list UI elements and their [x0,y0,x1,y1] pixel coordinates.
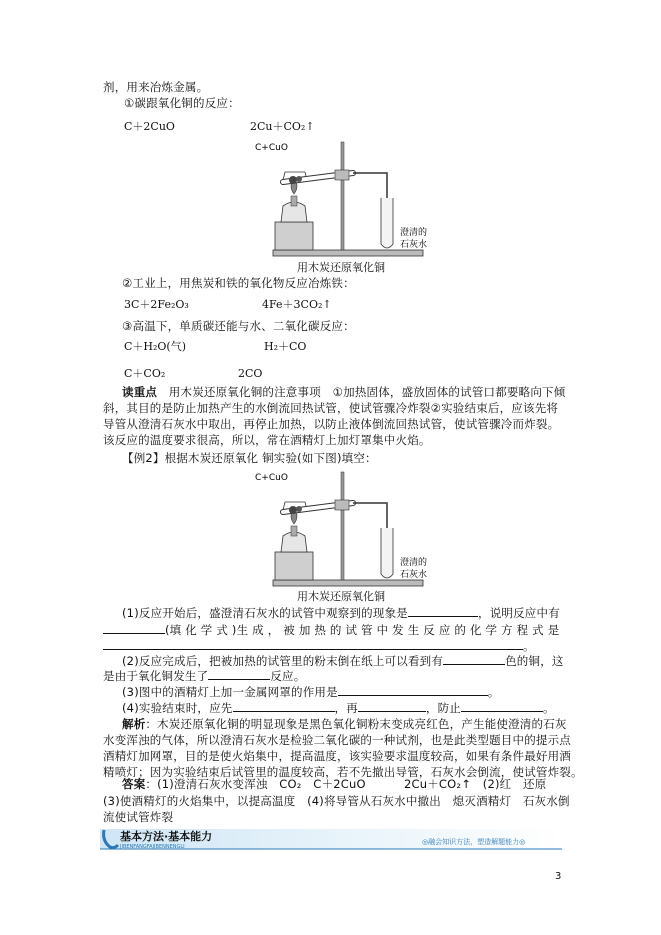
analysis-text-1: ：木炭还原氧化铜的明显现象是黑色氧化铜粉末变成亮红色，产生能使澄清的石灰 [145,717,567,731]
q2-text-c: 是由于氧化铜发生了 [103,669,209,683]
answer-line-3: 流使试管炸裂 [103,810,174,824]
eq2-left: 3C＋2Fe₂O₃ [124,298,189,311]
figure1-label-right1: 澄清的 [400,228,428,238]
focus-heading: 读重点 [122,385,158,399]
answer-line-2: (3)使酒精灯的火焰集中，以提高温度 (4)将导管从石灰水中撤出 熄灭酒精灯 石灰水倒 [103,794,570,808]
analysis-line-1 [122,716,567,732]
banner-subtitle: JIBENFANGFAJIBENNENGLI [120,844,185,850]
figure2-caption: 用木炭还原氧化铜 [297,590,385,603]
q1-blank-formula[interactable] [103,621,165,634]
figure2-label-top: C+CuO [255,473,288,483]
q4-text-b: ，再 [334,701,358,715]
focus-text-1: 用木炭还原氧化铜的注意事项 ①加热固体，盛放固体的试管口都要略向下倾 [157,385,566,399]
q2-text-a: (2)反应完成后，把被加热的试管里的粉末倒在纸上可以看到有 [122,654,444,668]
eq4-right: 2CO [238,367,263,380]
figure1-caption: 用木炭还原氧化铜 [297,261,385,274]
eq3-left: C＋H₂O(气) [124,340,187,353]
q2-text-d: 反应。 [270,669,306,683]
q4-text-end: 。 [543,701,555,715]
figure1-label-top: C+CuO [255,143,288,153]
banner-graphic [100,827,562,851]
page-number: 3 [555,871,562,882]
q3-text-a: (3)图中的酒精灯上加一金属网罩的作用是 [122,685,338,699]
q3-text-end: 。 [487,685,500,699]
answer-text-1a: ：(1)澄清石灰水变浑浊 CO₂ C＋2CuO [145,777,366,791]
q2-blank-reaction[interactable] [208,667,270,680]
analysis-line-4: 精喷灯；因为实验结束后试管里的温度较高，若不先撤出导管，石灰水会倒流，使试管炸裂。 [103,765,583,779]
example-line: 【例2】根据木炭还原氧化 铜实验(如下图)填空： [122,451,377,465]
figure1-label-right2: 石灰水 [400,240,428,250]
item2: ②工业上，用焦炭和铁的氧化物反应冶炼铁： [122,276,355,290]
banner-title: 基本方法·基本能力 [120,830,213,843]
focus-line-2: 斜，其目的是防止加热产生的水倒流回热试管，使试管骤冷炸裂②实验结束后，应该先将 [103,401,559,415]
q4-text-a: (4)实验结束时，应先 [122,701,233,715]
eq4-left: C＋CO₂ [124,367,166,380]
q4-blank-first[interactable] [233,699,335,712]
analysis-heading: 解析 [122,717,146,731]
item1-title: ①碳跟氧化铜的反应： [124,96,240,110]
answer-line-1 [122,776,366,792]
q3-blank-purpose[interactable] [338,683,488,696]
item3: ③高温下，单质碳还能与水、二氧化碳反应： [122,319,355,333]
q1-blank-equation[interactable] [103,637,523,650]
figure2-label-right2: 石灰水 [400,570,428,580]
question-3 [122,683,500,700]
apparatus-figure-1 [255,140,445,260]
q1-blank-phenomenon[interactable] [408,604,478,617]
focus-line-1 [122,384,565,400]
answer-line-1b: 2Cu＋CO₂↑ (2)红 还原 [404,777,547,791]
q1-text-a: (1)反应开始后，盛澄清石灰水的试管中观察到的现象是 [122,606,408,620]
analysis-line-3: 酒精灯加网罩，目的是使火焰集中，提高温度，该实验要求温度较高，如果有条件最好用酒 [103,749,571,763]
question-1-line-2 [103,621,559,638]
q4-blank-prevent[interactable] [461,699,543,712]
q1-text-end: 。 [523,639,535,653]
answer-heading: 答案 [122,777,146,791]
section-banner [100,827,562,849]
eq1-left: C＋2CuO [124,120,175,133]
figure2-label-right1: 澄清的 [400,558,428,568]
focus-line-4: 该反应的温度要求很高，所以，常在酒精灯上加灯罩集中火焰。 [103,433,431,447]
q4-blank-then[interactable] [358,699,426,712]
q1-text-c: (填 化 学 式 )生 成 ， 被 加 热 的 试 管 中 发 生 反 应 的 化 学 方 程 式 是 [165,623,560,637]
apparatus-figure-2 [255,470,445,590]
banner-slogan: ◎融会知识方法，塑造解题能力◎ [422,838,526,846]
q2-text-b: 色的铜，这 [505,654,564,668]
eq1-right: 2Cu＋CO₂↑ [250,120,315,133]
question-2-line-2 [103,667,305,684]
q1-text-b: ，说明反应中有 [478,606,560,620]
focus-line-3: 导管从澄清石灰水中取出，再停止加热，以防止液体倒流回热试管，使试管骤冷而炸裂。 [103,417,560,431]
intro-line: 剂，用来冶炼金属。 [103,80,209,94]
eq2-right: 4Fe＋3CO₂↑ [262,298,332,311]
q2-blank-color[interactable] [443,652,505,665]
question-4 [122,699,555,716]
question-1-line-1 [122,604,560,621]
eq3-right: H₂＋CO [264,340,307,353]
analysis-line-2: 水变浑浊的气体，所以澄清石灰水是检验二氧化碳的一种试剂，也是此类型题目中的提示点 [103,733,571,747]
q4-text-c: ，防止 [425,701,462,715]
